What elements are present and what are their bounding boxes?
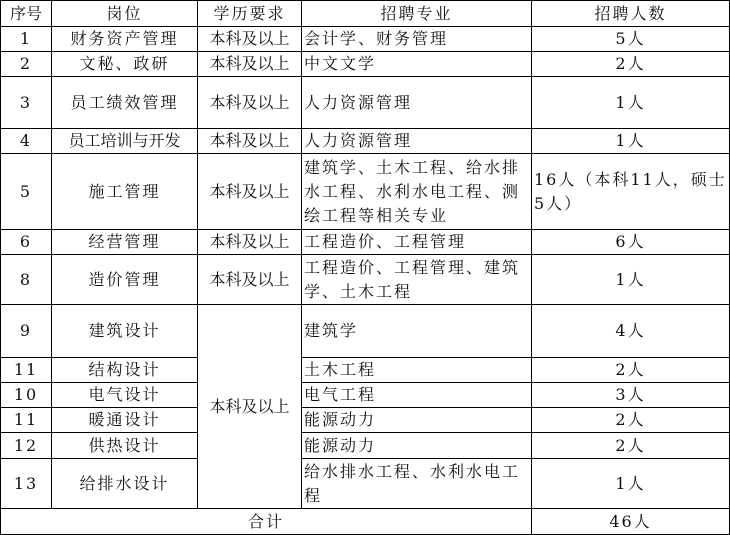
- header-row: [1, 1, 730, 27]
- row-position: 给排水设计: [52, 459, 198, 509]
- total-row: [1, 509, 730, 535]
- table-row: [1, 255, 730, 305]
- row-position: 造价管理: [52, 255, 198, 305]
- row-major: 中文文学: [302, 52, 532, 77]
- row-major: 电气工程: [302, 383, 532, 408]
- row-no: 1: [1, 27, 52, 52]
- table-row: [1, 358, 730, 383]
- row-major: 给水排水工程、水利水电工程: [302, 459, 532, 509]
- row-no: 10: [1, 383, 52, 408]
- row-no: 6: [1, 230, 52, 255]
- table-row: [1, 230, 730, 255]
- row-position: 供热设计: [52, 433, 198, 459]
- row-position: 员工培训与开发: [52, 129, 198, 154]
- row-position: 财务资产管理: [52, 27, 198, 52]
- row-no: 3: [1, 77, 52, 129]
- table-row: [1, 77, 730, 129]
- row-major: 土木工程: [302, 358, 532, 383]
- row-position: 经营管理: [52, 230, 198, 255]
- row-major: 工程造价、工程管理、建筑学、土木工程: [302, 255, 532, 305]
- row-position: 施工管理: [52, 154, 198, 230]
- row-position: 结构设计: [52, 358, 198, 383]
- row-no: 12: [1, 433, 52, 459]
- row-major: 能源动力: [302, 408, 532, 433]
- row-no: 4: [1, 129, 52, 154]
- row-position: 文秘、政研: [52, 52, 198, 77]
- table-row: [1, 52, 730, 77]
- row-count: 1人: [532, 459, 730, 509]
- row-count: 1人: [532, 129, 730, 154]
- header-major: 招聘专业: [302, 1, 532, 27]
- row-no: 5: [1, 154, 52, 230]
- row-education-merged: 本科及以上: [198, 305, 302, 509]
- row-no: 11: [1, 408, 52, 433]
- row-major: 人力资源管理: [302, 129, 532, 154]
- row-education: 本科及以上: [198, 52, 302, 77]
- row-count: 1人: [532, 77, 730, 129]
- table-row: [1, 154, 730, 230]
- row-education: 本科及以上: [198, 129, 302, 154]
- row-position: 建筑设计: [52, 305, 198, 358]
- row-education: 本科及以上: [198, 230, 302, 255]
- row-count: 2人: [532, 408, 730, 433]
- row-count: 4人: [532, 305, 730, 358]
- row-education: 本科及以上: [198, 255, 302, 305]
- row-no: 9: [1, 305, 52, 358]
- row-no: 11: [1, 358, 52, 383]
- header-no: 序号: [1, 1, 52, 27]
- header-education: 学历要求: [198, 1, 302, 27]
- row-major: 会计学、财务管理: [302, 27, 532, 52]
- row-count: 5人: [532, 27, 730, 52]
- row-position: 电气设计: [52, 383, 198, 408]
- row-major: 人力资源管理: [302, 77, 532, 129]
- row-no: 13: [1, 459, 52, 509]
- total-label: 合计: [1, 509, 532, 535]
- row-no: 2: [1, 52, 52, 77]
- table-row: [1, 129, 730, 154]
- row-education: 本科及以上: [198, 27, 302, 52]
- table-row: [1, 433, 730, 459]
- header-count: 招聘人数: [532, 1, 730, 27]
- row-count: 1人: [532, 255, 730, 305]
- row-major: 能源动力: [302, 433, 532, 459]
- row-education: 本科及以上: [198, 77, 302, 129]
- row-no: 8: [1, 255, 52, 305]
- row-major: 建筑学: [302, 305, 532, 358]
- row-count: 2人: [532, 433, 730, 459]
- table-row: [1, 408, 730, 433]
- table-row: [1, 305, 730, 358]
- row-education: 本科及以上: [198, 154, 302, 230]
- table-row: [1, 383, 730, 408]
- row-major: 工程造价、工程管理: [302, 230, 532, 255]
- row-major: 建筑学、土木工程、给水排水工程、水利水电工程、测绘工程等相关专业: [302, 154, 532, 230]
- row-count: 16人（本科11人，硕士5人）: [532, 154, 730, 230]
- row-position: 员工绩效管理: [52, 77, 198, 129]
- table-row: [1, 459, 730, 509]
- header-position: 岗位: [52, 1, 198, 27]
- table-row: [1, 27, 730, 52]
- row-count: 2人: [532, 358, 730, 383]
- row-count: 2人: [532, 52, 730, 77]
- row-position: 暖通设计: [52, 408, 198, 433]
- total-count: 46人: [532, 509, 730, 535]
- row-count: 3人: [532, 383, 730, 408]
- row-count: 6人: [532, 230, 730, 255]
